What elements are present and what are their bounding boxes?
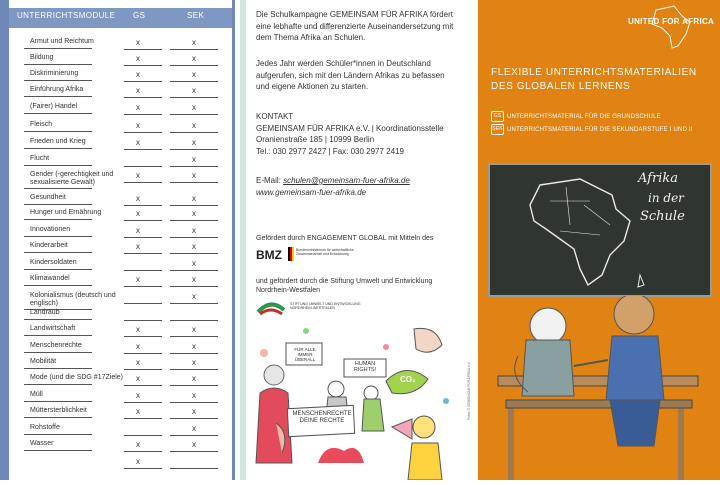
module-label: Wasser	[30, 440, 54, 447]
sek-mark: x	[192, 358, 196, 367]
sign-3: MENSCHENRECHTE DEINE RECHTE	[292, 411, 352, 424]
gs-underline	[124, 114, 162, 115]
gs-underline	[124, 149, 162, 150]
gs-underline	[124, 81, 162, 82]
gs-mark: x	[136, 54, 140, 63]
row-underline	[24, 219, 92, 220]
gs-underline	[124, 451, 162, 452]
gs-underline	[124, 468, 162, 469]
gs-mark: x	[136, 171, 140, 180]
module-label: Menschenrechte	[30, 342, 82, 349]
module-label: Klimawandel	[30, 275, 70, 282]
sek-underline	[170, 237, 218, 238]
row-underline	[24, 434, 92, 435]
sek-mark: x	[192, 103, 196, 112]
module-label: Kindersoldaten	[30, 259, 77, 266]
row-underline	[24, 285, 92, 286]
intro-paragraph-2: Jedes Jahr werden Schüler*innen in Deutschland aufgerufen, sich mit den Ländern Afrikas zu befassen und eigene Aktionen zu starten.	[256, 59, 445, 91]
sek-mark: x	[192, 374, 196, 383]
sek-mark: x	[192, 275, 196, 284]
gs-mark: x	[136, 121, 140, 130]
contact-org: GEMEINSAM FÜR AFRIKA e.V. | Koordinationsstelle	[256, 123, 444, 133]
module-label: Mobilität	[30, 358, 57, 365]
sek-underline	[170, 418, 218, 419]
sek-underline	[170, 65, 218, 66]
row-underline	[24, 417, 92, 418]
header-module: UNTERRICHTSMODULE	[17, 11, 116, 20]
sek-underline	[170, 166, 218, 167]
gs-mark: x	[136, 457, 140, 466]
funding-line-1: Gefördert durch ENGAGEMENT GLOBAL mit Mitteln des	[256, 235, 434, 242]
right-stripe	[232, 0, 235, 480]
bmz-subtitle: Bundesministerium für wirtschaftliche Zusammenarbeit und Entwicklung	[296, 248, 354, 256]
info-panel	[240, 0, 477, 480]
sek-mark: x	[192, 407, 196, 416]
gs-mark: x	[136, 226, 140, 235]
gs-mark: x	[136, 440, 140, 449]
module-label: Landraub	[30, 309, 60, 316]
human-rights-illustration	[246, 323, 470, 480]
gs-underline	[124, 418, 162, 419]
row-underline	[24, 96, 92, 97]
gs-mark: x	[136, 103, 140, 112]
gs-underline	[124, 336, 162, 337]
table-header	[9, 8, 232, 28]
module-label: Innovationen	[30, 226, 71, 233]
row-underline	[24, 64, 92, 65]
brand-logo: UNITED FOR AFRICA	[628, 17, 715, 26]
row-underline	[24, 113, 92, 114]
web-link[interactable]: www.gemeinsam-fuer-afrika.de	[256, 187, 367, 197]
gs-mark: x	[136, 209, 140, 218]
row-underline	[24, 368, 92, 369]
bmz-text: BMZ	[256, 248, 282, 262]
gs-mark: x	[136, 38, 140, 47]
gs-mark: x	[136, 86, 140, 95]
gs-mark: x	[136, 138, 140, 147]
sek-underline	[170, 132, 218, 133]
sek-mark: x	[192, 54, 196, 63]
module-label: Armut und Reichtum	[30, 38, 94, 45]
material-sek	[491, 124, 693, 135]
gs-mark: x	[136, 242, 140, 251]
module-label: Bildung	[30, 54, 54, 61]
sek-underline	[170, 320, 218, 321]
sek-mark: x	[192, 259, 196, 268]
board-line-1: Afrika	[638, 171, 678, 186]
gs-underline	[124, 166, 162, 167]
gs-underline	[124, 220, 162, 221]
module-label: Rohstoffe	[30, 424, 60, 431]
row-underline	[24, 188, 92, 189]
sek-mark: x	[192, 342, 196, 351]
gs-underline	[124, 132, 162, 133]
gs-underline	[124, 385, 162, 386]
sek-underline	[170, 49, 218, 50]
cover-panel	[478, 0, 720, 480]
gs-underline	[124, 353, 162, 354]
gs-mark: x	[136, 391, 140, 400]
gs-underline	[124, 49, 162, 50]
sek-underline	[170, 435, 218, 436]
contact-address: Oranienstraße 185 | 10999 Berlin	[256, 135, 375, 144]
module-label: Hunger und Ernährung	[30, 209, 102, 216]
row-underline	[24, 204, 92, 205]
sek-underline	[170, 220, 218, 221]
module-label: Mode (und die SDG #17Ziele)	[30, 374, 123, 381]
sek-mark: x	[192, 209, 196, 218]
left-stripe	[0, 0, 9, 480]
sek-mark: x	[192, 70, 196, 79]
gs-underline	[124, 303, 162, 304]
gs-underline	[124, 253, 162, 254]
africa-map-icon	[646, 2, 698, 50]
sek-underline	[170, 385, 218, 386]
gs-underline	[124, 402, 162, 403]
module-label: Diskriminierung	[30, 70, 79, 77]
material-gs	[491, 111, 661, 122]
sek-mark: x	[192, 440, 196, 449]
cover-headline	[491, 66, 720, 94]
row-underline	[24, 131, 92, 132]
sek-mark: x	[192, 194, 196, 203]
gs-underline	[124, 286, 162, 287]
sek-underline	[170, 114, 218, 115]
stiftung-logo-icon	[256, 300, 286, 316]
module-label: Müttersterblichkeit	[30, 407, 87, 414]
sek-underline	[170, 97, 218, 98]
gs-underline	[124, 270, 162, 271]
row-underline	[24, 269, 92, 270]
gs-mark: x	[136, 275, 140, 284]
email-link[interactable]: schulen@gemeinsam-fuer-afrika.de	[283, 176, 410, 185]
gs-underline	[124, 205, 162, 206]
sek-mark: x	[192, 226, 196, 235]
header-gs: GS	[133, 11, 146, 20]
sek-underline	[170, 303, 218, 304]
row-underline	[24, 319, 92, 320]
gs-mark: x	[136, 70, 140, 79]
gs-book-icon: GS	[491, 111, 504, 122]
contact-heading: KONTAKT	[256, 112, 294, 121]
module-label: Müll	[30, 391, 43, 398]
module-label: Kinderarbeit	[30, 242, 68, 249]
sek-underline	[170, 81, 218, 82]
gs-underline	[124, 369, 162, 370]
gs-mark: x	[136, 342, 140, 351]
gs-underline	[124, 65, 162, 66]
board-line-2: in der	[648, 191, 684, 205]
sek-mark: x	[192, 292, 196, 301]
gs-mark: x	[136, 325, 140, 334]
headline-line-2: DES GLOBALEN LERNENS	[491, 81, 631, 92]
sek-underline	[170, 369, 218, 370]
gs-mark: x	[136, 374, 140, 383]
row-underline	[24, 384, 92, 385]
sek-underline	[170, 270, 218, 271]
module-label: Gesundheit	[30, 194, 66, 201]
sign-2: HUMAN RIGHTS!	[353, 361, 377, 373]
bmz-eagle-icon	[288, 247, 294, 261]
sek-mark: x	[192, 138, 196, 147]
sek-underline	[170, 182, 218, 183]
row-underline	[24, 450, 92, 451]
header-sek: SEK	[187, 11, 205, 20]
row-underline	[24, 80, 92, 81]
module-label: Landwirtschaft	[30, 325, 76, 332]
module-label: Kolonialismus (deutsch und englisch)	[30, 292, 116, 307]
sek-underline	[170, 468, 218, 469]
sek-underline	[170, 149, 218, 150]
row-underline	[24, 401, 92, 402]
students-illustration	[478, 296, 720, 480]
gs-mark: x	[136, 358, 140, 367]
illustration	[246, 323, 470, 480]
sek-underline	[170, 402, 218, 403]
sek-underline	[170, 253, 218, 254]
module-label: Fleisch	[30, 121, 53, 128]
board-line-3: Schule	[640, 209, 685, 224]
sek-underline	[170, 205, 218, 206]
material-gs-label: UNTERRICHTSMATERIAL FÜR DIE GRUNDSCHULE	[507, 114, 661, 121]
gs-underline	[124, 237, 162, 238]
photo-credit: Fotos: © GEMEINSAM FÜR AFRIKA e.V.	[467, 361, 471, 420]
email-label: E-Mail:	[256, 176, 281, 185]
module-label: Gender (-gerechtigkeit und sexualisierte Gewalt)	[30, 171, 114, 186]
sek-mark: x	[192, 121, 196, 130]
sek-underline	[170, 353, 218, 354]
sek-underline	[170, 286, 218, 287]
row-underline	[24, 165, 92, 166]
gs-mark: x	[136, 407, 140, 416]
sign-1: FÜR ALLE IMMER ÜBERALL	[294, 347, 316, 362]
funding-line-2: und gefördert durch die Stiftung Umwelt und Entwicklung Nordrhein-Westfalen	[256, 278, 433, 294]
sek-mark: x	[192, 86, 196, 95]
sek-mark: x	[192, 155, 196, 164]
sign-4: CO₂	[400, 375, 416, 384]
row-underline	[24, 48, 92, 49]
gs-underline	[124, 182, 162, 183]
sek-mark: x	[192, 424, 196, 433]
contact-phone: Tel.: 030 2977 2427 | Fax: 030 2977 2419	[256, 146, 404, 156]
gs-underline	[124, 435, 162, 436]
sek-mark: x	[192, 242, 196, 251]
chalkboard	[488, 163, 712, 297]
sek-mark: x	[192, 171, 196, 180]
sek-mark: x	[192, 391, 196, 400]
row-underline	[24, 148, 92, 149]
sek-mark: x	[192, 325, 196, 334]
bmz-logo	[256, 244, 366, 266]
intro-paragraph-1: Die Schulkampagne GEMEINSAM FÜR AFRIKA fördert eine lebhafte und differenzierte Auseinandersetzung mit dem Thema Afrika an Schulen.	[256, 10, 454, 42]
headline-line-1: FLEXIBLE UNTERRICHTSMATERIALIEN	[491, 67, 697, 78]
module-label: Frieden und Krieg	[30, 138, 86, 145]
module-label: (Fairer) Handel	[30, 103, 78, 110]
sek-mark: x	[192, 38, 196, 47]
stiftung-text: STIFTUNG UMWELT UND ENTWICKLUNG NORDRHEIN-WESTFALEN	[290, 302, 361, 311]
row-underline	[24, 352, 92, 353]
module-label: Einführung Afrika	[30, 86, 84, 93]
row-underline	[24, 252, 92, 253]
sek-underline	[170, 451, 218, 452]
module-label: Flucht	[30, 155, 50, 162]
gs-mark: x	[136, 194, 140, 203]
gs-underline	[124, 320, 162, 321]
sek-book-icon: SEK	[491, 124, 504, 135]
modules-panel	[0, 0, 235, 480]
row-underline	[24, 236, 92, 237]
stiftung-logo	[256, 300, 366, 318]
sek-underline	[170, 336, 218, 337]
gs-underline	[124, 97, 162, 98]
material-sek-label: UNTERRICHTSMATERIAL FÜR DIE SEKUNDARSTUFE I UND II	[507, 127, 693, 134]
row-underline	[24, 335, 92, 336]
